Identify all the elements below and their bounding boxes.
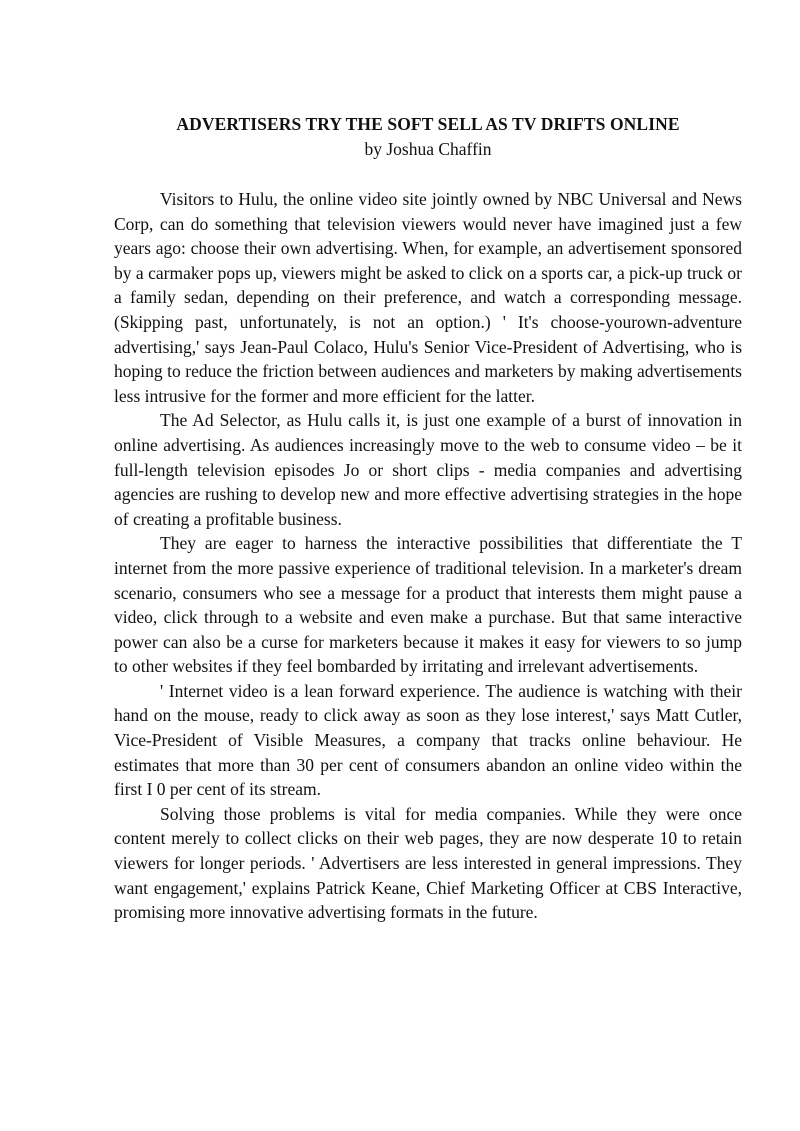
article-body: [114, 187, 742, 925]
article-byline: by Joshua Chaffin: [364, 139, 492, 159]
paragraph: The Ad Selector, as Hulu calls it, is just one example of a burst of innovation in online advertising. As audiences increasingly move to the web to consume video – be it full-length television episodes Jo or short clips - media companies and advertising agencies are rushing to develop new and more effective advertising strategies in the hope of creating a profitable business.: [114, 410, 742, 529]
paragraph: Visitors to Hulu, the online video site jointly owned by NBC Universal and News Corp, can do something that television viewers would never have imagined just a few years ago: choose their own advertising. When, for example, an advertisement sponsored by a carmaker pops up, viewers might be asked to click on a sports car, a pick-up truck or a family sedan, depending on their preference, and watch a corresponding message. (Skipping past, unfortunately, is not an option.) ' It's choose-yourown-adventure advertising,' says Jean-Paul Colaco, Hulu's Senior Vice-President of Advertising, who is hoping to reduce the friction between audiences and marketers by making advertisements less intrusive for the former and more efficient for the latter.: [114, 189, 742, 406]
paragraph: ' Internet video is a lean forward experience. The audience is watching with their hand on the mouse, ready to click away as soon as they lose interest,' says Matt Cutler, Vice-President of Visible Measures, a company that tracks online behaviour. He estimates that more than 30 per cent of consumers abandon an online video within the first I 0 per cent of its stream.: [114, 680, 742, 800]
paragraph: Solving those problems is vital for media companies. While they were once content merely to collect clicks on their web pages, they are now desperate 10 to retain viewers for longer periods. ' Advertisers are less interested in general impressions. They want engagement,' explains Patrick Keane, Chief Marketing Officer at CBS Interactive, promising more innovative advertising formats in the future.: [114, 803, 742, 923]
article-title: ADVERTISERS TRY THE SOFT SELL AS TV DRIFTS ONLINE: [176, 114, 680, 134]
paragraph: They are eager to harness the interactive possibilities that differentiate the T internet from the more passive experience of traditional television. In a marketer's dream scenario, consumers who see a message for a product that interests them might pause a video, click through to a website and even make a purchase. But that same interactive power can also be a curse for marketers because it makes it easy for viewers to so jump to other websites if they feel bombarded by irritating and irrelevant advertisements.: [114, 533, 742, 677]
document-page: [114, 112, 742, 925]
